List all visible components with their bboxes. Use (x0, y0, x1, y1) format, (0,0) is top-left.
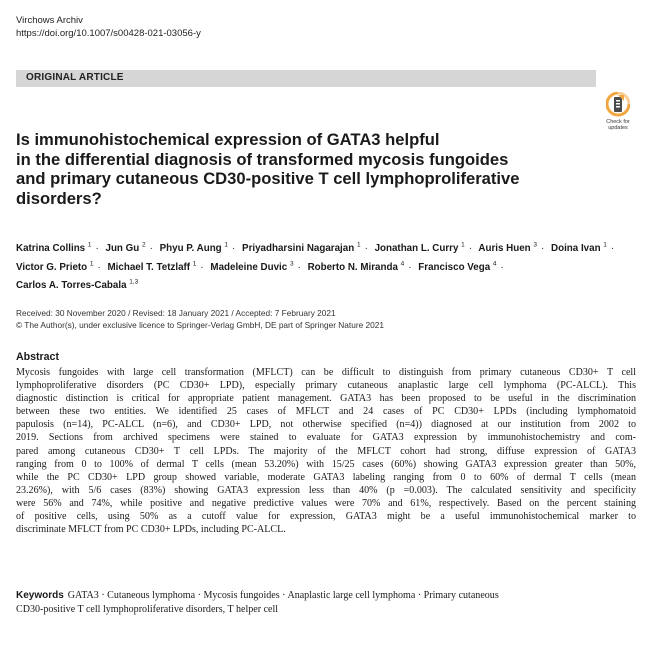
author-separator: · (408, 261, 412, 273)
doi-link[interactable]: https://doi.org/10.1007/s00428-021-03056-y (16, 28, 201, 39)
author-line-3 (16, 275, 636, 293)
author-list (16, 238, 636, 293)
author-line-1 (16, 238, 636, 256)
journal-name: Virchows Archiv (16, 15, 83, 26)
abstract-line: while the PC CD30+ LPD group showed variable, moderate GATA3 labeling ranging from 0 to 60% of dermal T cells (mean (16, 471, 636, 483)
author-separator: · (200, 261, 204, 273)
keywords-line-1 (16, 589, 636, 603)
author-separator: · (541, 243, 545, 255)
keywords-label: Keywords (16, 590, 64, 601)
author[interactable]: Doina Ivan $^1$ (551, 242, 607, 255)
abstract-body (16, 366, 636, 536)
author-separator: · (610, 243, 615, 255)
author[interactable]: Carlos A. Torres-Cabala $^{1,3}$ (16, 278, 139, 291)
abstract-line: discriminate MFLCT from PC CD30+ LPDs, including PC-ALCL. (16, 524, 286, 536)
journal-header (16, 14, 201, 40)
abstract-line: diagnostic distinction is critical for appropriate patient management. GATA3 has been proposed to be useful in the discrimination (16, 393, 636, 405)
badge-line-1: Check for (606, 119, 630, 125)
title-line: in the differential diagnosis of transformed mycosis fungoides (16, 149, 509, 169)
abstract-line: papulosis (n=14), PC-ALCL (n=6), and CD30+ LPD, not otherwise specified (n=4)) diagnosed at our institution from 2002 to (16, 419, 636, 431)
author[interactable]: Katrina Collins $^1$ (16, 242, 92, 255)
article-type-bar (16, 70, 596, 87)
check-for-updates-badge[interactable] (602, 92, 634, 131)
abstract-line: between these two entities. We identified 25 cases of MFLCT and 24 cases of PC CD30+ LPDs (including lymphomatoid (16, 406, 636, 418)
author-separator: · (232, 243, 236, 255)
abstract-line: of positive cells, using 50% as a cutoff value for expression, GATA3 might be a useful immunohistochemical marker to (16, 511, 636, 523)
author[interactable]: Michael T. Tetzlaff $^1$ (107, 260, 197, 273)
article-title (16, 130, 616, 208)
author-separator: · (468, 243, 473, 255)
author[interactable]: Auris Huen $^3$ (478, 242, 538, 255)
abstract-line: lymphoproliferative disorders (PC CD30+ LPD), especially primary cutaneous anaplastic large cell lymphoma (PC-ALCL). This (16, 380, 636, 392)
author[interactable]: Phyu P. Aung $^1$ (159, 242, 229, 255)
author[interactable]: Madeleine Duvic $^3$ (210, 260, 294, 273)
publication-dates (16, 307, 384, 331)
abstract-line: 23.26%), with 5/6 cases (83%) showing GATA3 expression less than 40% (p =0.003). The calculated sensitivity and specificity (16, 484, 636, 496)
date-history: Received: 30 November 2020 / Revised: 18 January 2021 / Accepted: 7 February 2021 (16, 308, 336, 318)
author[interactable]: Victor G. Prieto $^1$ (16, 260, 94, 273)
author-line-2 (16, 256, 636, 274)
author-separator: · (95, 243, 99, 255)
author-separator: · (500, 261, 504, 273)
author-separator: · (97, 261, 101, 273)
abstract-line: ranging from 0 to 100% of dermal T cells (mean 53.20%) with 15/25 cases (60%) showing GATA3 expression greater than 50%, (16, 458, 636, 470)
author-separator: · (364, 243, 368, 255)
author[interactable]: Roberto N. Miranda $^4$ (307, 260, 405, 273)
keywords-section (16, 589, 636, 616)
author[interactable]: Jun Gu $^2$ (105, 242, 146, 255)
abstract-line: 2019. Sections from archived specimens were stained to evaluate for GATA3 expression by immunohistochemistry and com- (16, 432, 636, 444)
title-line: disorders? (16, 188, 102, 208)
check-for-updates-icon (606, 92, 630, 118)
author-separator: · (149, 243, 153, 255)
author[interactable]: Priyadharsini Nagarajan $^1$ (242, 242, 361, 255)
badge-line-2: updates (608, 125, 628, 131)
abstract-line: Mycosis fungoides with large cell transformation (MFLCT) can be difficult to distinguish from primary cutaneous CD30+ T cell (16, 367, 636, 378)
title-line: and primary cutaneous CD30-positive T cell lymphoproliferative (16, 169, 520, 188)
abstract-heading: Abstract (16, 351, 59, 363)
author-separator: · (297, 261, 301, 273)
copyright-notice: © The Author(s), under exclusive licence to Springer-Verlag GmbH, DE part of Springer Nature 2021 (16, 320, 384, 330)
author[interactable]: Jonathan L. Curry $^1$ (374, 242, 465, 255)
keywords-line-2: CD30-positive T cell lymphoproliferative disorders, T helper cell (16, 603, 279, 615)
author[interactable]: Francisco Vega $^4$ (418, 260, 497, 273)
abstract-line: pared among cutaneous CD30+ T cell LPDs. The majority of the MFLCT cohort had strong, diffuse expression of GATA3 (16, 445, 636, 457)
abstract-line: were 56% and 74%, while positive and negative predictive values were 70% and 61%, respectively. Based on the percent staining (16, 497, 636, 509)
article-type-label: ORIGINAL ARTICLE (26, 72, 124, 83)
title-line: Is immunohistochemical expression of GATA3 helpful (16, 130, 440, 149)
keywords-text: GATA3 · Cutaneous lymphoma · Mycosis fungoides · Anaplastic large cell lymphoma · Primary cutaneous (67, 590, 499, 601)
